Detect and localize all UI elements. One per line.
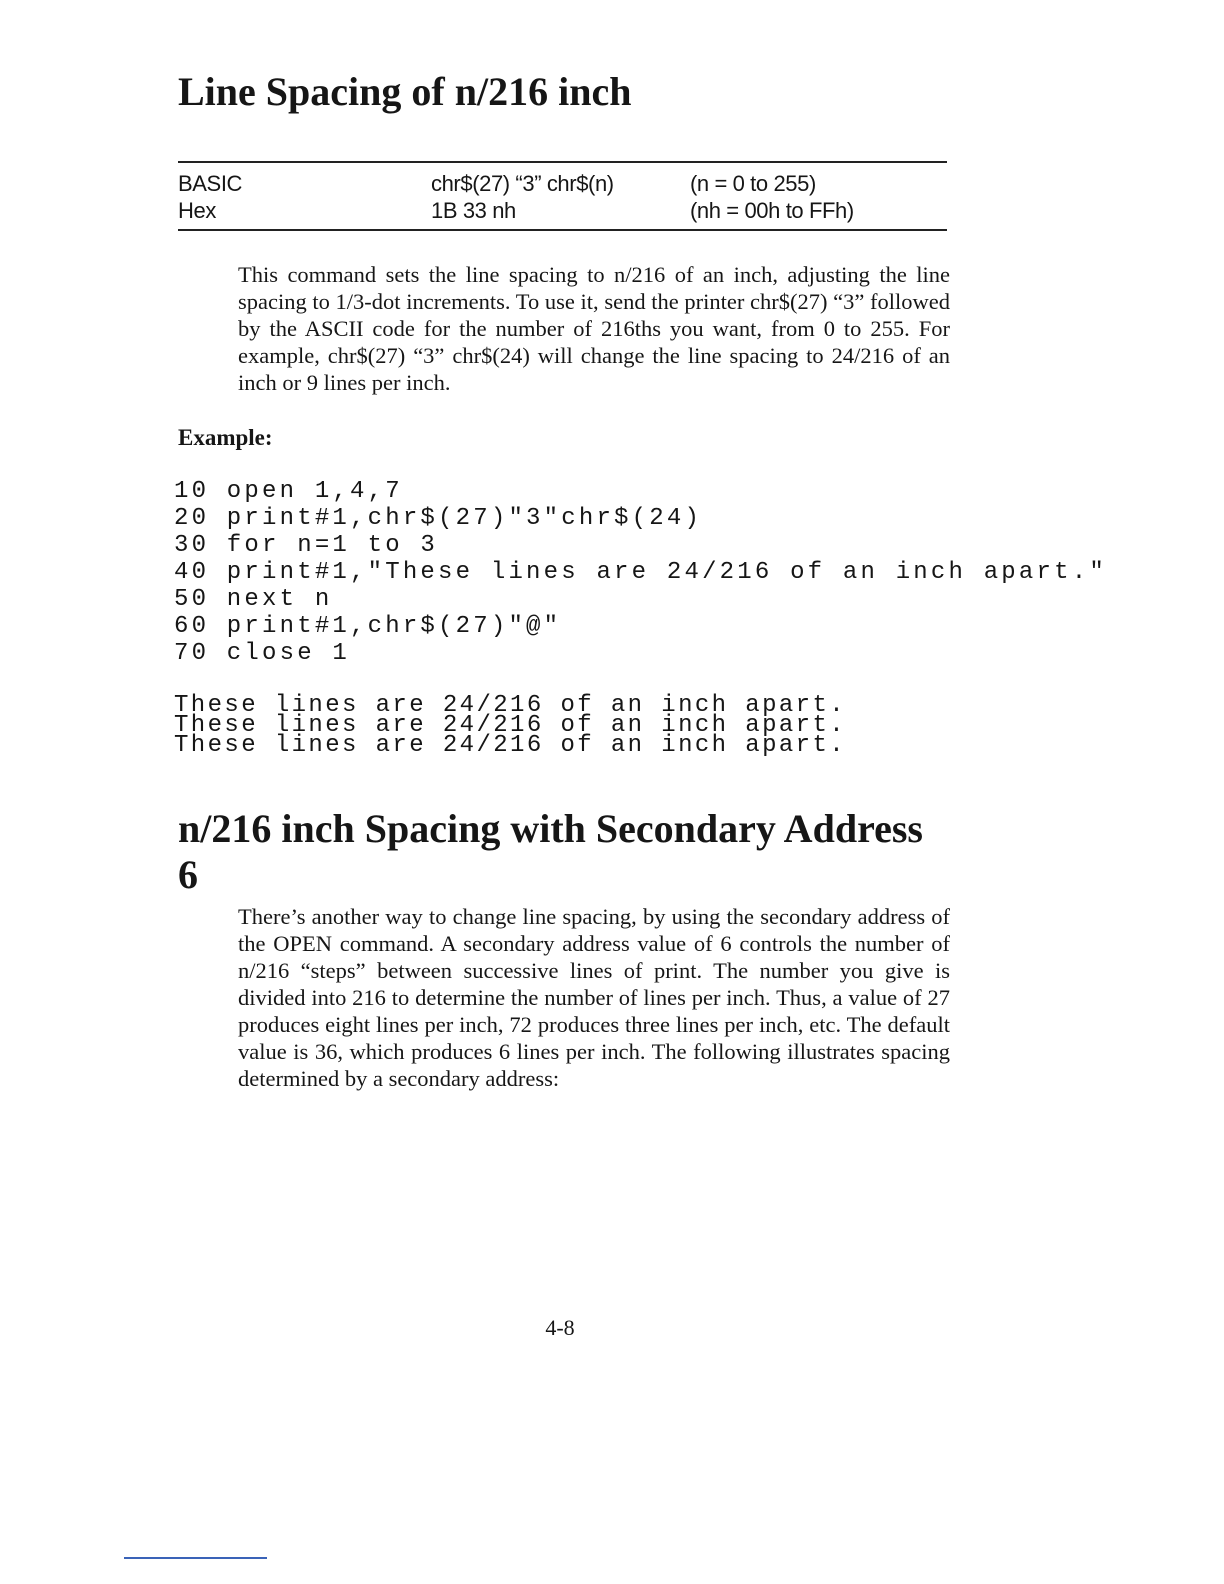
code-line: 10 open 1,4,7 [174,478,403,505]
command-code: chr$(27) “3” chr$(n) [431,171,614,196]
page-number: 4-8 [545,1315,575,1340]
printed-output-sample [174,692,847,759]
command-row-hex [178,197,947,225]
section-title-line-spacing: Line Spacing of n/216 inch [178,69,632,114]
command-row-basic [178,170,947,198]
output-line: These lines are 24/216 of an inch apart. [174,712,847,739]
section-title-secondary-address: n/216 inch Spacing with Secondary Address 6 [178,806,923,897]
code-line: 50 next n [174,586,333,613]
code-line: 30 for n=1 to 3 [174,532,439,559]
command-range: (nh = 00h to FFh) [690,198,854,223]
code-line: 60 print#1,chr$(27)"@" [174,613,562,640]
section2-description: There’s another way to change line spacing, by using the secondary address of the OPEN command. A secondary address value of 6 controls the number of n/216 “steps” between successive lines of print. The number you give is divided into 216 to determine the number of lines per inch. Thus, a value of 27 produces eight lines per inch, 72 produces three lines per inch, etc. The default value is 36, which produces 6 lines per inch. The following illustrates spacing determined by a secondary address: [238,904,950,1091]
code-line: 40 print#1,"These lines are 24/216 of an inch apart." [174,559,1107,586]
command-format-name: BASIC [178,171,243,196]
command-format-name: Hex [178,198,216,223]
command-code: 1B 33 nh [431,198,516,223]
code-line: 70 close 1 [174,640,351,667]
command-range: (n = 0 to 255) [690,171,816,196]
output-line: These lines are 24/216 of an inch apart. [174,732,847,759]
code-listing [174,478,1107,667]
example-label: Example: [178,425,273,450]
code-line: 20 print#1,chr$(27)"3"chr$(24) [174,505,703,532]
section1-description: This command sets the line spacing to n/216 of an inch, adjusting the line spacing to 1/3-dot increments. To use it, send the printer chr$(27) “3” followed by the ASCII code for the number of 216ths you want, from 0 to 255. For example, chr$(27) “3” chr$(24) will change the line spacing to 24/216 of an inch or 9 lines per inch. [238,262,950,395]
command-table [178,161,947,231]
footer-divider [124,1557,267,1559]
output-line: These lines are 24/216 of an inch apart. [174,692,847,719]
